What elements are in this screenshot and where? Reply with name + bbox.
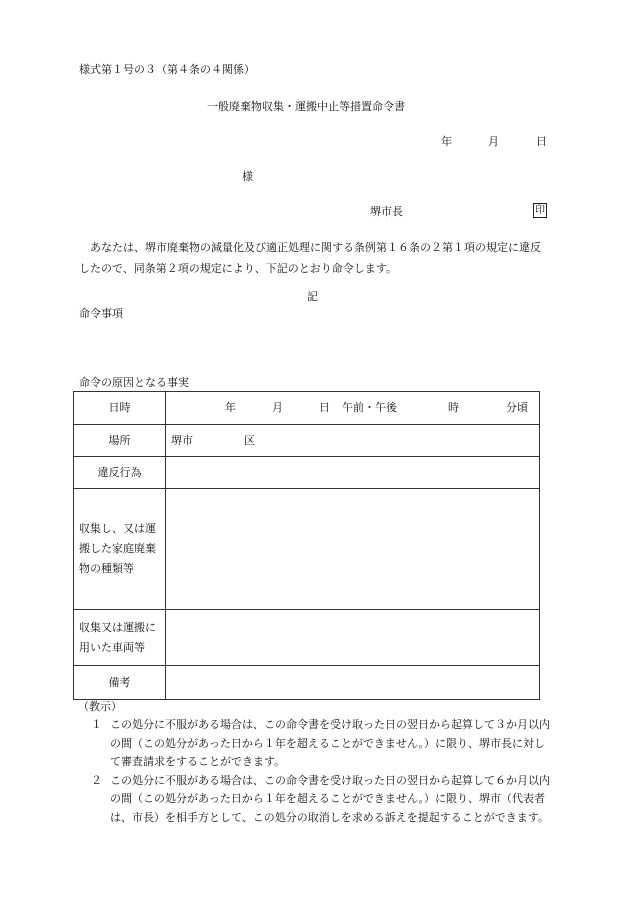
vehicle-label: 収集又は運搬に用いた車両等 (74, 610, 166, 666)
row-place (74, 425, 540, 457)
place-ward: 区 (244, 433, 255, 447)
notes-title: （教示） (78, 700, 122, 713)
date-day-label: 日 (536, 135, 547, 148)
waste-type-value (166, 489, 540, 610)
datetime-label: 日時 (74, 392, 166, 425)
addressee-suffix: 様 (242, 170, 253, 183)
instruction-notes (80, 698, 550, 827)
issuer-name: 堺市長 (370, 205, 403, 218)
violation-label: 違反行為 (74, 457, 166, 489)
place-label: 場所 (74, 425, 166, 457)
order-items-label: 命令事項 (79, 307, 123, 320)
ki-heading: 記 (307, 290, 318, 303)
row-vehicle (74, 610, 540, 666)
vehicle-value (166, 610, 540, 666)
document-title: 一般廃棄物収集・運搬中止等措置命令書 (207, 100, 405, 113)
seal-mark: 印 (535, 205, 545, 216)
datetime-hour: 時 (448, 401, 459, 414)
remarks-value (166, 666, 540, 700)
datetime-minute: 分頃 (506, 401, 528, 414)
row-violation (74, 457, 540, 489)
note-number: ２ (91, 773, 102, 787)
datetime-month: 月 (272, 401, 283, 414)
date-month-label: 月 (488, 135, 499, 148)
facts-table (73, 391, 540, 700)
datetime-ampm: 午前・午後 (342, 401, 397, 414)
date-year-label: 年 (441, 135, 452, 148)
place-city: 堺市 (171, 433, 193, 447)
violation-value (166, 457, 540, 489)
row-waste-type (74, 489, 540, 610)
order-paragraph: あなたは、堺市廃棄物の減量化及び適正処理に関する条例第１６条の２第１項の規定に違反したので、同条第２項の規定により、下記のとおり命令します。 (79, 241, 541, 275)
waste-type-label: 収集し、又は運搬した家庭廃棄物の種類等 (74, 489, 166, 610)
note-text: この処分に不服がある場合は、この命令書を受け取った日の翌日から起算して６か月以内の間（この処分があった日から１年を超えることができません。）に限り、堺市（代表者は、市長）を相手方として、この処分の取消しを求める訴えを提起することができます。 (110, 773, 550, 824)
datetime-year: 年 (225, 401, 236, 414)
datetime-day: 日 (319, 401, 330, 414)
cause-facts-label: 命令の原因となる事実 (79, 376, 189, 389)
remarks-label: 備考 (74, 666, 166, 700)
note-item (80, 716, 550, 772)
note-item (80, 772, 550, 828)
note-text: この処分に不服がある場合は、この命令書を受け取った日の翌日から起算して３か月以内の間（この処分があった日から１年を超えることができません。）に限り、堺市長に対して審査請求をすることができます。 (110, 718, 550, 768)
row-remarks (74, 666, 540, 700)
note-number: １ (91, 718, 102, 731)
place-value (166, 425, 540, 457)
row-datetime (74, 392, 540, 425)
form-number: 様式第１号の３（第４条の４関係） (79, 63, 255, 76)
datetime-value (166, 392, 540, 425)
